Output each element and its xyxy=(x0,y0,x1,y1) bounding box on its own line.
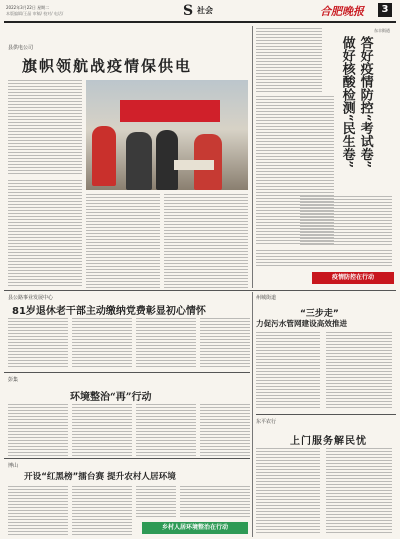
story6-body-col2 xyxy=(72,486,132,536)
story2-body-col1 xyxy=(8,318,68,368)
page-meta: 本版编辑/王晶 审稿/ 校对/ 电话/ xyxy=(6,11,64,16)
lead-body-col1 xyxy=(8,80,82,176)
lead-body-col1b xyxy=(8,180,82,288)
section-name: 社会 xyxy=(197,6,213,15)
story2-body-col3 xyxy=(136,318,196,368)
section-letter: S xyxy=(183,3,194,19)
rule-story6 xyxy=(4,458,250,459)
story4-body-col4 xyxy=(200,404,250,456)
story2-kicker: 县公路事业发展中心 xyxy=(8,295,54,301)
story5-headline: 上门服务解民忧 xyxy=(290,436,367,447)
story6-banner: 乡村人居环境整治在行动 xyxy=(142,522,248,534)
story2-body-col2 xyxy=(72,318,132,368)
page-number: 3 xyxy=(381,4,389,15)
photo-person-1 xyxy=(92,126,116,186)
photo-table xyxy=(174,160,214,170)
mid-rule xyxy=(4,290,396,291)
lead-photo xyxy=(86,80,248,190)
side-body-bottom xyxy=(256,250,392,268)
story3-kicker: 州城街道 xyxy=(256,295,277,301)
header-rule xyxy=(4,21,396,23)
story6-body-col4 xyxy=(180,486,250,518)
story3-headline-line2: 力促污水管网建设高效推进 xyxy=(256,319,348,328)
story3-body-col1 xyxy=(256,332,320,410)
story3-headline-line1: “三步走” xyxy=(300,309,339,319)
lead-headline: 旗帜领航战疫情保供电 xyxy=(22,57,193,75)
lead-kicker: 县供电公司 xyxy=(8,45,34,51)
side-headline-col1: 做好核酸检测“民生卷” xyxy=(339,36,355,168)
story4-body-col3 xyxy=(136,404,196,456)
story3-body-col2 xyxy=(326,332,392,410)
rule-story4 xyxy=(4,372,250,373)
story4-headline: 环境整治“再”行动 xyxy=(70,392,152,403)
side-body-right xyxy=(300,196,392,246)
issue-date: 2022年3月22日 星期二 xyxy=(6,5,50,10)
side-location: 东丰街道 xyxy=(374,28,390,33)
story6-kicker: 博山 xyxy=(8,463,19,469)
story6-body-col3 xyxy=(136,486,176,518)
story2-headline: 81岁退休老干部主动缴纳党费彰显初心情怀 xyxy=(12,306,206,317)
photo-banner xyxy=(120,100,220,122)
side-headline-col2: 答好疫情防控“考试卷” xyxy=(357,36,373,168)
lead-body-col3 xyxy=(164,194,248,288)
story4-kicker: 彭集 xyxy=(8,377,19,383)
story2-body-col4 xyxy=(200,318,250,368)
story6-headline: 开设“红黑榜”擂台赛 提升农村人居环境 xyxy=(24,472,176,482)
story5-kicker: 东平农行 xyxy=(256,419,277,425)
page-number-box xyxy=(378,3,392,17)
column-divider-top xyxy=(252,26,253,288)
story6-body-col1 xyxy=(8,486,68,536)
story5-body-col2 xyxy=(326,448,392,534)
masthead-logo: 合肥晚报 xyxy=(320,5,364,18)
story4-body-col2 xyxy=(72,404,132,456)
side-body-top xyxy=(256,28,322,92)
story4-body-col1 xyxy=(8,404,68,456)
lead-body-col2 xyxy=(86,194,160,288)
rule-story5 xyxy=(256,414,396,415)
column-divider-bottom xyxy=(252,292,253,537)
story5-body-col1 xyxy=(256,448,320,534)
side-banner: 疫情防控在行动 xyxy=(312,272,394,284)
photo-person-2 xyxy=(126,132,152,190)
